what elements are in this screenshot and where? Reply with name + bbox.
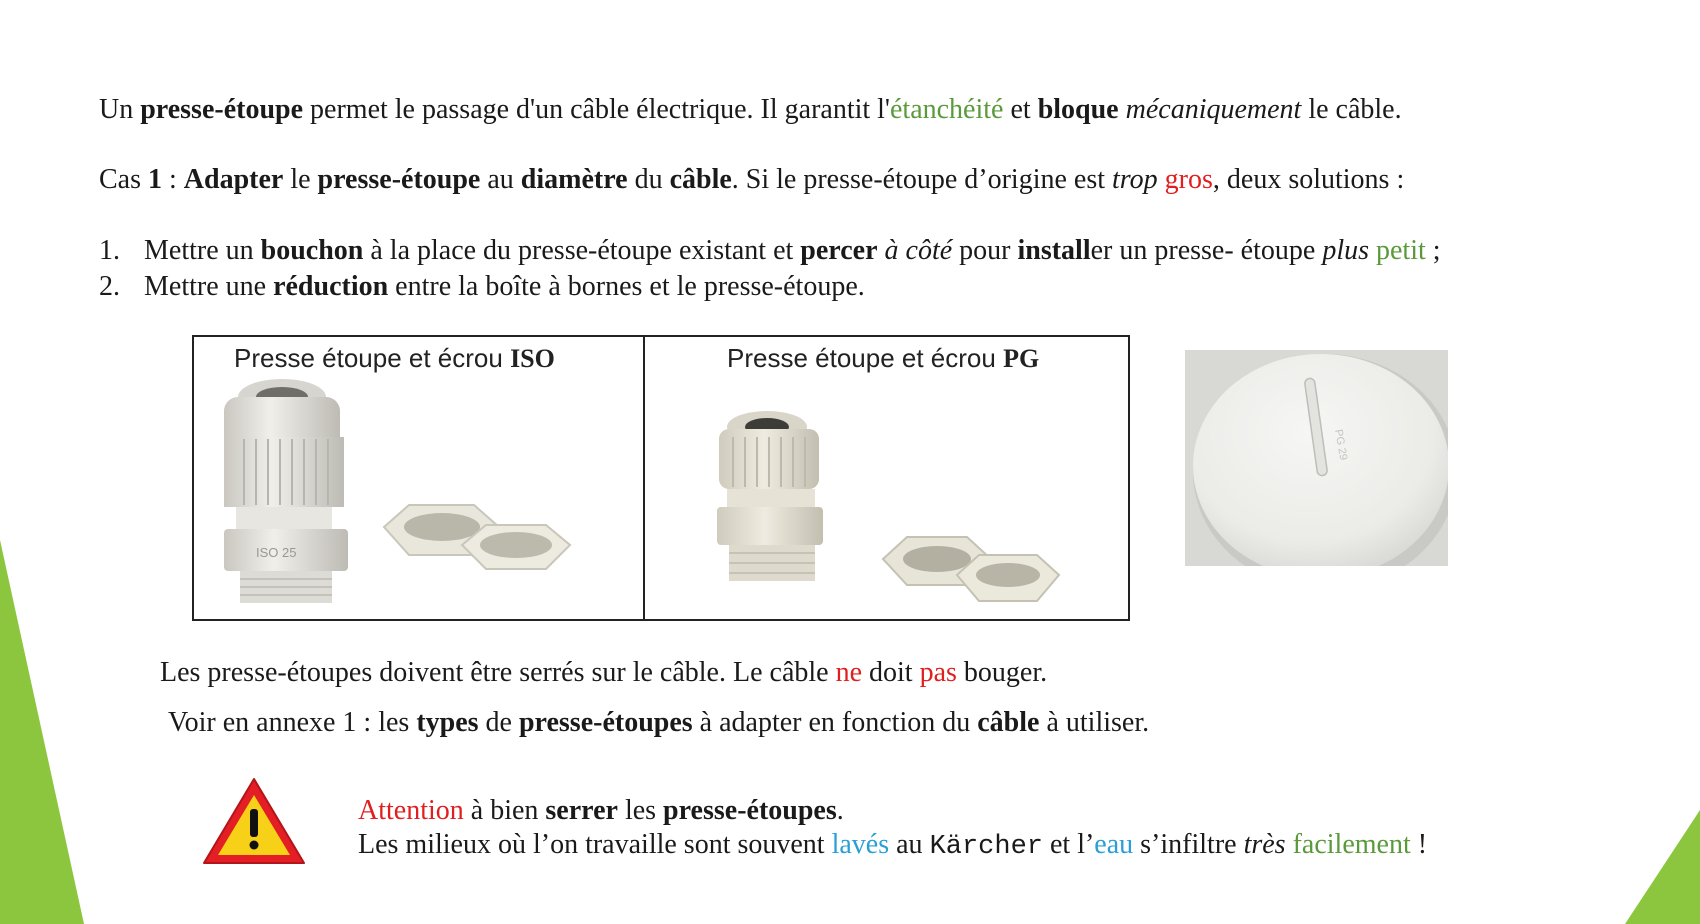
text: Voir en annexe 1 : les — [168, 707, 417, 738]
text-bold: presse-étoupes — [663, 795, 837, 826]
warning-line-1 — [358, 794, 844, 828]
text-bold: ISO — [510, 344, 555, 373]
tightening-note — [160, 656, 1047, 690]
text: . Si le presse-étoupe d’origine est — [731, 164, 1113, 195]
list-item-2 — [99, 270, 865, 304]
text: : — [162, 164, 184, 195]
text-red: Attention — [358, 795, 464, 826]
iso-marking: ISO 25 — [256, 545, 297, 560]
text-bold: presse-étoupe — [317, 164, 481, 195]
text: s’infiltre — [1133, 829, 1244, 860]
text-bold: install — [1017, 235, 1091, 266]
text: à utiliser. — [1039, 707, 1150, 738]
text: Un — [99, 94, 141, 125]
text-bold: câble — [977, 707, 1040, 738]
text-bold: réduction — [273, 271, 389, 302]
blanking-plug-illustration — [1185, 350, 1448, 566]
blanking-plug-photo — [1185, 350, 1448, 566]
text: pour — [952, 235, 1018, 266]
iso-cell — [194, 337, 645, 619]
text-bold: types — [416, 707, 479, 738]
text-bold: Adapter — [183, 164, 284, 195]
text-bold: serrer — [545, 795, 618, 826]
text: à adapter en fonction du — [692, 707, 978, 738]
text: ! — [1410, 829, 1428, 860]
text-green: étanchéité — [889, 94, 1004, 125]
text: ; — [1425, 235, 1441, 266]
iso-title — [234, 343, 683, 374]
list-number: 1. — [99, 235, 120, 266]
text-bold: câble — [669, 164, 732, 195]
text: Presse étoupe et écrou — [234, 343, 511, 373]
text — [1286, 829, 1293, 860]
pg-gland-illustration — [645, 377, 1128, 617]
left-green-triangle — [0, 540, 90, 924]
text: er un presse- étoupe — [1090, 235, 1323, 266]
list-number: 2. — [99, 271, 120, 302]
text: bouger. — [956, 657, 1048, 688]
text-bold: bouchon — [260, 235, 364, 266]
text-italic: à côté — [884, 235, 953, 266]
text: les — [617, 795, 664, 826]
text-blue: lavés — [831, 829, 890, 860]
iso-gland-illustration — [194, 377, 645, 617]
text: Presse étoupe et écrou — [727, 343, 1004, 373]
text: Les presse-étoupes doivent être serrés sur le câble. Le câble — [160, 657, 836, 688]
text-green: petit — [1376, 235, 1426, 266]
text-red: ne — [835, 657, 863, 688]
text-bold: 1 — [148, 164, 162, 195]
text — [878, 235, 885, 266]
text: le câble. — [1301, 94, 1402, 125]
text: à la place du presse-étoupe existant et — [363, 235, 801, 266]
text-italic: trop — [1112, 164, 1158, 195]
text — [1369, 235, 1376, 266]
text-mono: Kärcher — [929, 832, 1043, 862]
text-italic: plus — [1322, 235, 1369, 266]
right-green-triangle — [1625, 810, 1700, 924]
text: , deux solutions : — [1212, 164, 1405, 195]
text-italic: très — [1243, 829, 1286, 860]
text-bold: presse-étoupe — [140, 94, 304, 125]
text-bold: presse-étoupes — [518, 707, 693, 738]
text: au — [480, 164, 521, 195]
case-1-paragraph — [99, 163, 1404, 197]
text: au — [889, 829, 930, 860]
plug-marking: PG 29 — [1332, 428, 1350, 462]
list-item-1 — [99, 234, 1441, 268]
text: et — [1003, 94, 1038, 125]
text-bold: diamètre — [520, 164, 628, 195]
annexe-reference — [168, 706, 1149, 740]
text-italic: mécaniquement — [1125, 94, 1302, 125]
text-green: facilement — [1292, 829, 1411, 860]
text: à bien — [463, 795, 546, 826]
text-red: gros — [1164, 164, 1213, 195]
text-bold: percer — [800, 235, 878, 266]
text: doit — [862, 657, 920, 688]
text: le — [283, 164, 318, 195]
warning-triangle-icon — [200, 775, 308, 867]
text: Mettre une — [144, 271, 274, 302]
text-blue: eau — [1094, 829, 1134, 860]
text: Les milieux où l’on travaille sont souvent — [358, 829, 832, 860]
pg-title — [727, 343, 1210, 374]
text: Cas — [99, 164, 148, 195]
text: et l’ — [1042, 829, 1095, 860]
intro-paragraph — [99, 93, 1402, 127]
text: permet le passage d'un câble électrique. Il garantit l' — [303, 94, 890, 125]
text: Mettre un — [144, 235, 261, 266]
text: de — [478, 707, 519, 738]
text: . — [836, 795, 844, 826]
text — [1158, 164, 1165, 195]
cable-gland-table — [192, 335, 1130, 621]
pg-cell — [645, 337, 1128, 619]
warning-line-2 — [358, 828, 1427, 864]
text-red: pas — [919, 657, 957, 688]
text-bold: bloque — [1037, 94, 1119, 125]
text: du — [627, 164, 670, 195]
text-bold: PG — [1003, 344, 1040, 373]
text: entre la boîte à bornes et le presse-étoupe. — [388, 271, 865, 302]
text — [1119, 94, 1126, 125]
